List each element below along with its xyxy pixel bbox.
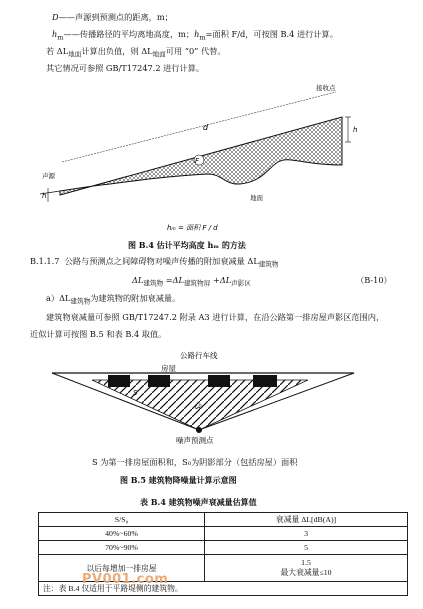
- def-d-text: ——声源到预测点的距离，m；: [58, 12, 173, 22]
- extra-row-value: 1.5: [301, 558, 311, 567]
- other-cases-line: 其它情况可参照 GB/T17247.2 进行计算。: [46, 63, 205, 73]
- para-line2: 近似计算可按图 B.5 和表 B.4 取值。: [30, 329, 167, 339]
- road-label: 公路行车线: [180, 351, 218, 360]
- d-label: d: [203, 123, 209, 132]
- section-b117: B.1.1.7 公路与预测点之间障碍物对噪声传播的附加衰减量 $\Delta L_{建筑物}$: [30, 256, 279, 269]
- s-label: S: [133, 389, 138, 397]
- fig-b5-caption: 图 B.5 建筑物降噪量计算示意图: [120, 475, 237, 485]
- house-block: [148, 375, 170, 387]
- figure-b5: [0, 345, 423, 455]
- house-label: 房屋: [161, 364, 176, 373]
- table-row: 40%~60% 3: [39, 527, 408, 541]
- table-note: 注：表 B.4 仅适用于平路堤侧的建筑物。: [39, 582, 408, 596]
- house-block: [108, 375, 130, 387]
- sym-d: D: [52, 12, 59, 22]
- negative-value-line: 若 $\Delta L_{地面}$计算出负值，则 $\Delta L_{地面}$可用 “0” 代替。: [46, 46, 226, 59]
- table-row: 70%~90% 5: [39, 541, 408, 555]
- table-b4-title: 表 B.4 建筑物噪声衰减量估算值: [140, 497, 257, 507]
- header-ratio: S/S₀: [39, 513, 205, 527]
- figure-b4: [0, 72, 423, 242]
- header-attenuation: 衰减量 ΔL[dB(A)]: [205, 513, 408, 527]
- equation-b10: $\Delta L_{建筑物} =\Delta L_{建筑物屏} +\Delta L_{声影区}$: [132, 275, 251, 288]
- fig-b4-caption: 图 B.4 估计平均高度 hₘ 的方法: [128, 240, 246, 250]
- table-row: 以后每增加一排房屋 1.5 最大衰减量≤10: [39, 555, 408, 582]
- h-right-label: h: [353, 126, 358, 134]
- item-a: $a)\Delta L_{建筑物}$为建筑物的附加衰减量。: [46, 293, 181, 306]
- para-line1: 建筑物衰减量可参照 GB/T17247.2 附录 A3 进行计算，在沿公路第一排房屋声影区范围内，: [46, 312, 385, 322]
- watermark-logo: PV001.com: [82, 572, 169, 587]
- house-block: [253, 375, 277, 387]
- equation-number: （B-10）: [356, 275, 392, 285]
- max-attenuation: 最大衰减量≤10: [280, 568, 332, 577]
- f-label: F: [195, 157, 200, 165]
- fig-b5-note: S 为第一排房屋面积和，S₀为阴影部分（包括房屋）面积: [92, 457, 298, 467]
- prediction-point: [196, 427, 202, 433]
- table-header-row: [39, 513, 408, 527]
- h-left-label: h: [42, 192, 47, 200]
- sym-hm: h: [52, 29, 58, 39]
- ground-label: 地面: [250, 194, 263, 202]
- hm-formula: hₘ = 面积 F / d: [167, 224, 218, 232]
- def-d-line: [52, 12, 173, 22]
- house-block: [208, 375, 230, 387]
- s0-label: S₀: [193, 401, 204, 412]
- point-label: 噪声预测点: [176, 436, 214, 445]
- receiver-label: 接收点: [316, 84, 336, 92]
- def-hm-line: $h_m——$传播路径的平均离地高度，m；$h_m=$面积 F/d，可按图 B.4 进行计算。: [52, 29, 338, 42]
- source-label: 声源: [42, 172, 55, 180]
